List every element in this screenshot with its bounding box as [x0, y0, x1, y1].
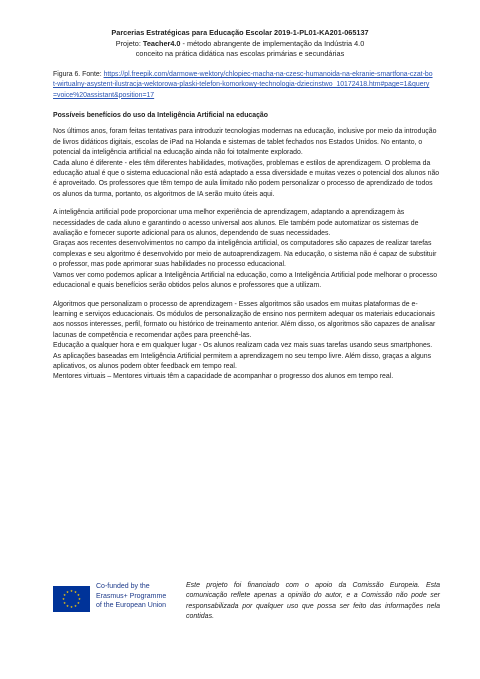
header-title: Parcerias Estratégicas para Educação Escolar 2019-1-PL01-KA201-065137 [111, 28, 369, 37]
paragraph-2: Cada aluno é diferente - eles têm diferentes habilidades, motivações, problemas e estilos de aprendizagem. O problema da educação atual é que o sistema educacional não está adaptado a essa diversidade e muitas vezes o potencial dos alunos não é aproveitado. Os professores que têm tempo de aula limitado não podem personalizar o processo de aprendizado de todos os alunos da turma, portanto, os algoritmos de IA serão muito úteis aqui. [53, 159, 440, 198]
paragraph-5: Vamos ver como podemos aplicar a Inteligência Artificial na educação, como a Inteligência Artificial pode melhorar o processo educacional e quais benefícios serão obtidos pelos alunos e professores que a utilizam. [53, 271, 438, 290]
figure-caption [53, 70, 433, 101]
header-project-line [0, 39, 480, 50]
eu-disclaimer: Este projeto foi financiado com o apoio da Comissão Europeia. Esta comunicação reflete apenas a opinião do autor, e a Comissão não pode ser responsabilizada por qualquer uso que possa ser feito das informações nela contidas. [186, 582, 440, 621]
paragraph-gap [53, 200, 441, 208]
section-heading: Possíveis benefícios do uso da Inteligência Artificial na educação [53, 112, 268, 119]
header-project-rest: - método abrangente de implementação da Indústria 4.0 [180, 38, 365, 48]
eu-line-3: of the European Union [96, 602, 167, 610]
paragraph-4: Graças aos recentes desenvolvimentos no campo da inteligência artificial, os computadores são capazes de realizar tarefas complexas e seu algoritmo é desenvolvido por meio de autoaprendizagem. Na educação, o sistema não é capaz de substituir o professor, mas pode aprimorar suas habilidades no processo educacional. [53, 240, 437, 269]
header-project-name: Teacher4.0 [142, 38, 181, 48]
eu-line-1: Co-funded by the [96, 583, 150, 590]
eu-line-2: Erasmus+ Programme [96, 592, 167, 600]
header-project-prefix: Projeto: [115, 38, 143, 48]
paragraph-3: A inteligência artificial pode proporcionar uma melhor experiência de aprendizagem, adaptando a aprendizagem às necessidades de cada aluno e garantindo o acesso universal aos alunos. Ele também pode automatizar os sistemas de avaliação e fornecer suporte adicional para os alunos, dependendo de suas necessidades. [53, 209, 419, 238]
header-line3: conceito na prática didática nas escolas primárias e secundárias [135, 49, 345, 58]
page-header [0, 28, 480, 60]
page-footer [53, 579, 443, 627]
paragraph-6: Algoritmos que personalizam o processo de aprendizagem - Esses algoritmos são usados em muitas plataformas de e-learning e serviços educacionais. Os módulos de personalização de ensino nos permitem adequar os materiais educacionais aos nossos interesses, perfil, formato ou histórico de treinamento anterior. Além disso, os algoritmos são capazes de analisar lacunas de competência e recomendar ações para preenchê-las. [53, 300, 436, 339]
section-body [53, 111, 441, 383]
figure-caption-prefix: Figura 6. Fonte: [53, 71, 104, 78]
paragraph-8: Mentores virtuais – Mentores virtuais têm a capacidade de acompanhar o progresso dos alunos em tempo real. [53, 373, 394, 381]
paragraph-gap [53, 292, 441, 300]
paragraph-7: Educação a qualquer hora e em qualquer lugar - Os alunos realizam cada vez mais suas tarefas usando seus smartphones. As aplicações baseadas em Inteligência Artificial permitem a aprendizagem no seu tempo livre. Além disso, graças a alguns aplicativos, os alunos podem obter feedback em tempo real. [53, 342, 433, 370]
figure-source-link[interactable]: https://pl.freepik.com/darmowe-wektory/chlopiec-macha-na-czesc-humanoida-na-ekranie-smartfona-czat-bot-wirtualny-asystent-ilustracja-wektorowa-plaski-telefon-komorkowy-technologia-dziecinstwo_10172418.htm#page=1&query=voice%20assistant&position=17 [53, 71, 433, 99]
eu-flag-icon [53, 586, 90, 612]
eu-cofunding-label [96, 582, 166, 611]
paragraph-1: Nos últimos anos, foram feitas tentativas para introduzir tecnologias modernas na educação, inclusive por meio da introdução de livros didáticos digitais, escolas de iPad na Holanda e sistemas de tablet fechados nos Estados Unidos. No entanto, o potencial da inteligência artificial na educação ainda não foi totalmente explorado. [53, 128, 437, 157]
